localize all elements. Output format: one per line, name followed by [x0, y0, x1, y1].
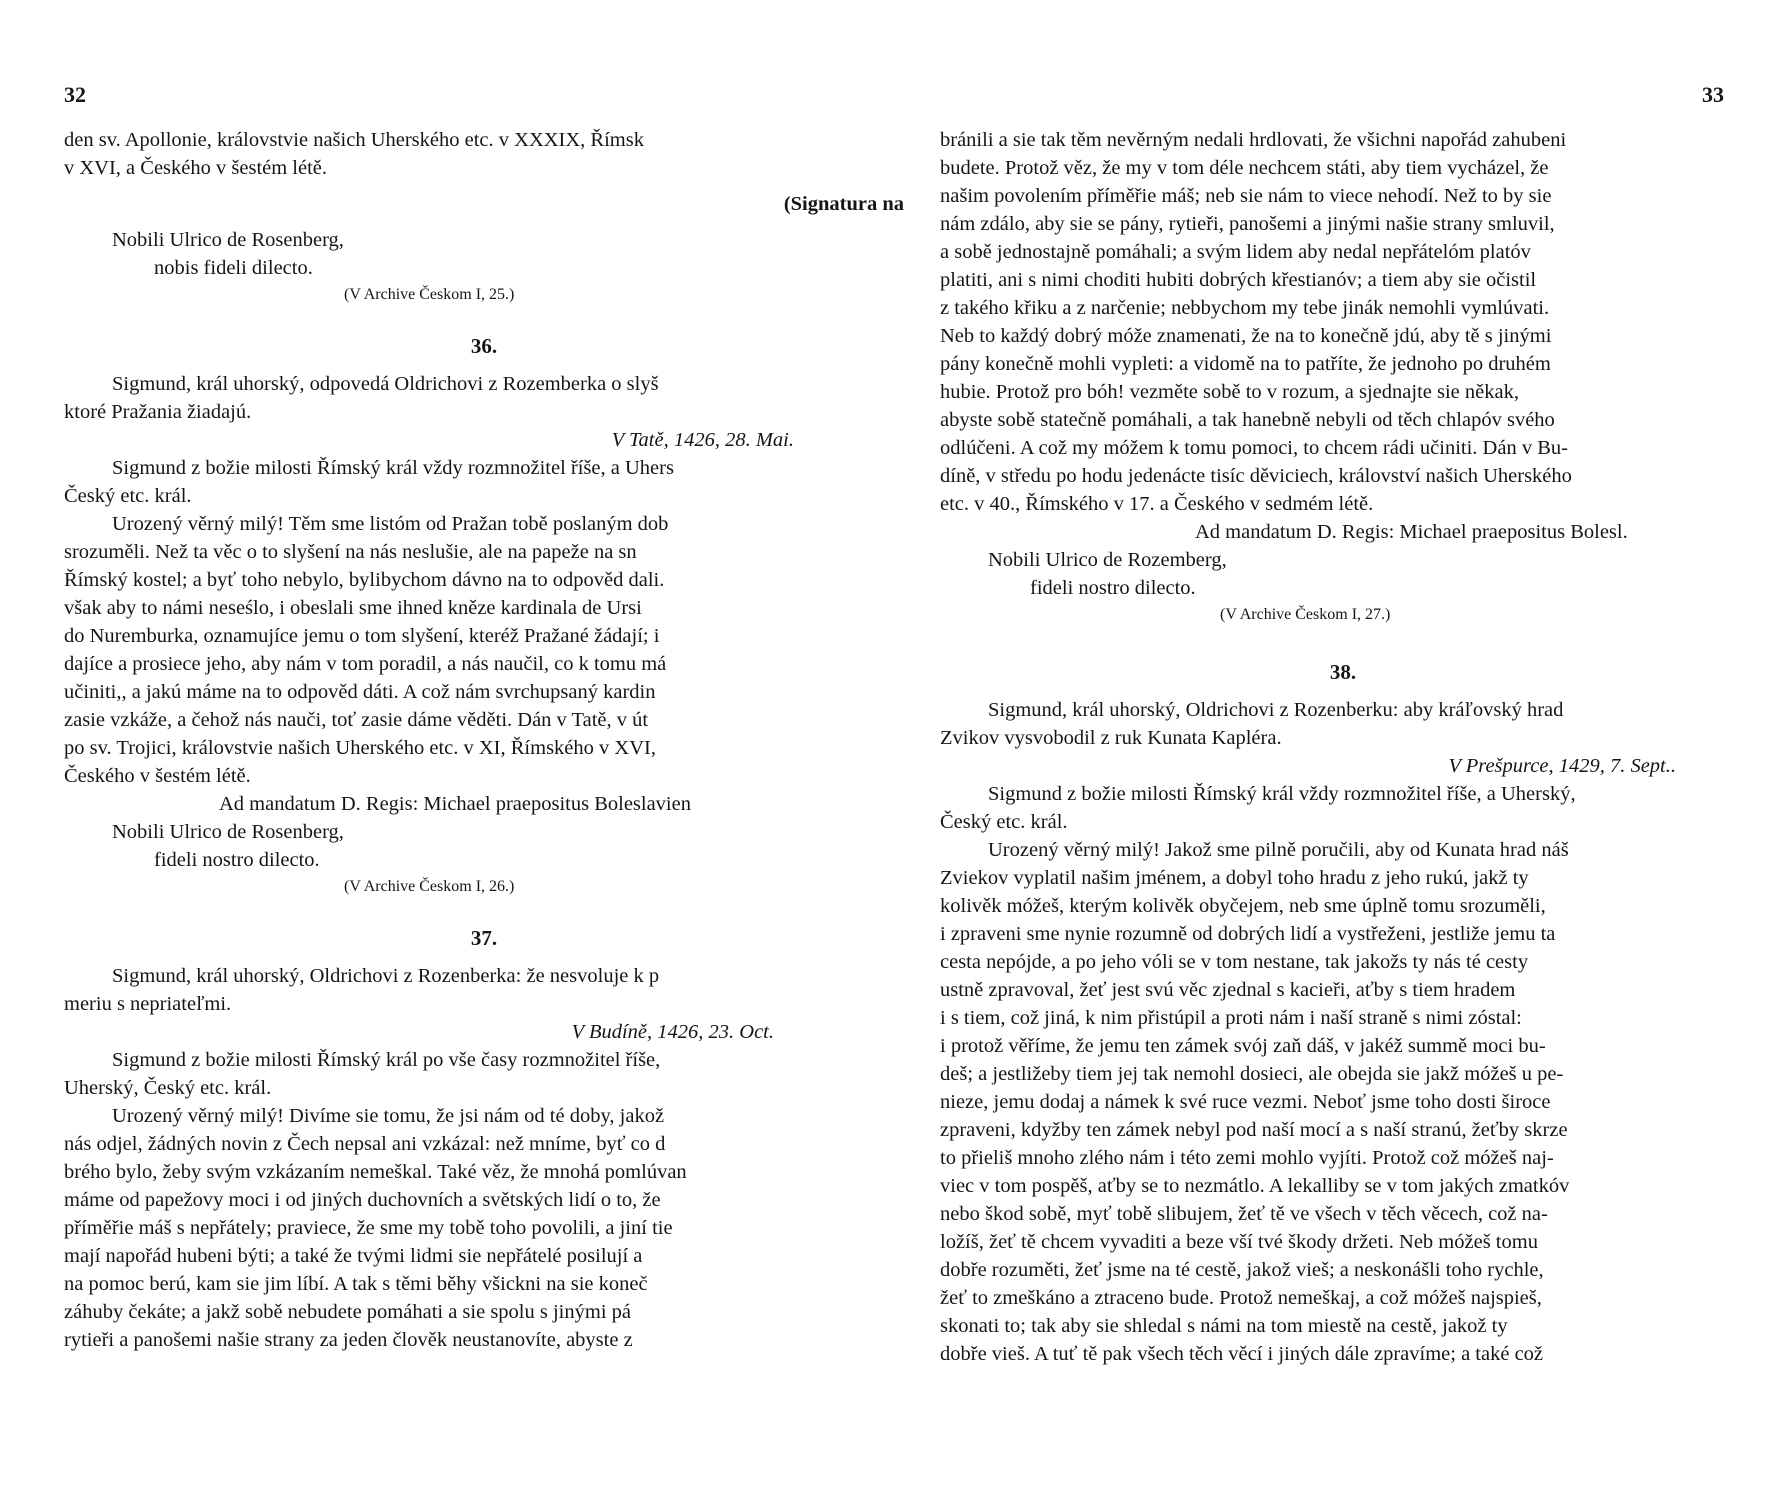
- body-line: Urozený věrný milý! Divíme sie tomu, že jsi nám od té doby, jakož: [112, 1105, 665, 1127]
- right-text-column: [940, 126, 1746, 1368]
- place-date: V Tatě, 1426, 28. Mai.: [611, 429, 794, 451]
- summary-line: Sigmund, král uhorský, Oldrichovi z Rozenberka: že nesvoluje k p: [112, 965, 660, 987]
- body-line: na pomoc berú, kam sie jim líbí. A tak s těmi běhy všickni na sie koneč: [64, 1273, 648, 1295]
- text-line: etc. v 40., Římského v 17. a Českého v sedmém létě.: [940, 493, 1374, 515]
- text-line: z takého křiku a z narčenie; nebbychom my tebe jinák nemohli vymlúvati.: [940, 297, 1550, 319]
- text-line: budete. Protož věz, že my v tom déle nechcem státi, aby tiem vycházel, že: [940, 157, 1549, 179]
- text-line: našim povolením příměřie máš; neb sie nám to viece nehodí. Než to by sie: [940, 185, 1552, 207]
- address-line: Nobili Ulrico de Rozemberg,: [988, 549, 1227, 571]
- address-line: Nobili Ulrico de Rosenberg,: [112, 821, 344, 843]
- body-line: skonati to; tak aby sie shledal s námi na tom miestě na cestě, jakož ty: [940, 1315, 1508, 1337]
- body-line: Sigmund z božie milosti Římský král po vše časy rozmnožitel říše,: [112, 1049, 661, 1071]
- body-line: deš; a jestližeby tiem jej tak nemohl dosieci, ale obejda sie jakž móžeš u pe-: [940, 1063, 1564, 1085]
- body-line: Sigmund z božie milosti Římský král vždy rozmnožitel říše, a Uhers: [112, 457, 674, 479]
- body-line: dobře rozuměti, žeť jsme na té cestě, jakož vieš; a neskonášli toho rychle,: [940, 1259, 1544, 1281]
- text-line: pány konečně mohli vypleti: a vidomě na to patříte, že jednoho po druhém: [940, 353, 1551, 375]
- text-line: a sobě jednostajně pomáhali; a svým lidem aby nedal nepřátelóm platóv: [940, 241, 1531, 263]
- address-line: fideli nostro dilecto.: [154, 849, 320, 871]
- text-line: den sv. Apollonie, královstvie našich Uherského etc. v XXXIX, Římsk: [64, 129, 644, 151]
- place-date: V Prešpurce, 1429, 7. Sept..: [1448, 755, 1676, 777]
- text-line: hubie. Protož pro bóh! vezměte sobě to v rozum, a sjednajte sie někak,: [940, 381, 1519, 403]
- mandate-line: Ad mandatum D. Regis: Michael praepositus Bolesl.: [1195, 521, 1628, 543]
- body-line: rytieři a panošemi našie strany za jeden člověk neustanovíte, abyste z: [64, 1329, 633, 1351]
- text-line: odlúčeni. A což my móžem k tomu pomoci, to chcem rádi učiniti. Dán v Bu-: [940, 437, 1568, 459]
- document-number: 36.: [470, 334, 498, 358]
- body-line: viec v tom pospěš, aťby se to nezmátlo. A lekalliby se v tom jakých zmatkóv: [940, 1175, 1570, 1197]
- body-line: Sigmund z božie milosti Římský král vždy rozmnožitel říše, a Uherský,: [988, 783, 1576, 805]
- body-line: i s tiem, což jiná, k nim přistúpil a proti nám i naší straně s nimi zóstal:: [940, 1007, 1522, 1029]
- text-line: v XVI, a Českého v šestém létě.: [64, 157, 328, 179]
- address-line: fideli nostro dilecto.: [1030, 577, 1196, 599]
- body-line: i protož věříme, že jemu ten zámek svój zaň dáš, v jakéž summě moci bu-: [940, 1035, 1546, 1057]
- summary-line: meriu s nepriateľmi.: [64, 993, 232, 1015]
- body-line: mají napořád hubeni býti; a také že tvými lidmi sie nepřátelé posilují a: [64, 1245, 643, 1267]
- body-line: nieze, jemu dodaj a námek k své ruce vezmi. Neboť jsme toho dosti široce: [940, 1091, 1551, 1113]
- place-date: V Budíně, 1426, 23. Oct.: [571, 1021, 774, 1043]
- body-line: nás odjel, žádných novin z Čech nepsal ani vzkázal: než mníme, byť co d: [64, 1133, 666, 1155]
- address-line: nobis fideli dilecto.: [154, 257, 313, 279]
- body-line: příměřie máš s nepřátely; praviece, že sme my tobě toho povolili, a jiní tie: [64, 1217, 673, 1239]
- body-line: nebo škod sobě, myť tobě slibujem, žeť tě ve všech v těch věcech, což na-: [940, 1203, 1548, 1225]
- body-line: Římský kostel; a byť toho nebylo, bylibychom dávno na to odpověd dali.: [64, 569, 665, 591]
- summary-line: Zvikov vysvobodil z ruk Kunata Kapléra.: [940, 727, 1282, 749]
- body-line: máme od papežovy moci i od jiných duchovních a světských lidí o to, že: [64, 1189, 661, 1211]
- page-number: 33: [1702, 82, 1724, 107]
- summary-line: ktoré Pražania žiadajú.: [64, 401, 252, 423]
- body-line: ložíš, žeť tě chcem vyvaditi a beze vší tvé škody držeti. Neb móžeš tomu: [940, 1231, 1538, 1253]
- body-line: dajíce a prosiece jeho, aby nám v tom poradil, a nás naučil, co k tomu má: [64, 653, 667, 675]
- archive-source: (V Archive Českom I, 27.): [1220, 606, 1391, 623]
- body-line: Český etc. král.: [940, 811, 1068, 833]
- right-page: [930, 0, 1748, 1500]
- page-number: 32: [64, 82, 86, 107]
- document-number: 38.: [1329, 660, 1357, 684]
- body-line: Zviekov vyplatil našim jménem, a dobyl toho hradu z jeho rukú, jakž ty: [940, 867, 1529, 889]
- body-line: po sv. Trojici, královstvie našich Uherského etc. v XI, Římského v XVI,: [64, 737, 656, 759]
- signature-note: (Signatura na: [783, 193, 904, 215]
- body-line: Uherský, Český etc. král.: [64, 1077, 272, 1099]
- body-line: to přieliš mnoho zlého nám i této zemi mohlo vyjíti. Protož což móžeš naj-: [940, 1147, 1554, 1169]
- archive-source: (V Archive Českom I, 26.): [344, 878, 515, 895]
- body-line: však aby to námi neseślo, i obeslali sme ihned kněze kardinala de Ursi: [64, 597, 642, 619]
- left-text-column: [64, 126, 904, 1354]
- summary-line: Sigmund, král uhorský, odpovedá Oldrichovi z Rozemberka o slyš: [112, 373, 659, 395]
- body-line: brého bylo, žeby svým vzkázaním nemeškal. Také věz, že mnohá pomlúvan: [64, 1161, 687, 1183]
- document-number: 37.: [470, 926, 498, 950]
- body-line: srozuměli. Než ta věc o to slyšení na nás neslušie, ale na papeže na sn: [64, 541, 637, 563]
- body-line: i zpraveni sme nynie rozumně od dobrých lidí a vystřeženi, jestliže jemu ta: [940, 923, 1556, 945]
- body-line: kolivěk móžeš, kterým kolivěk obyčejem, neb sme úplně tomu srozuměli,: [940, 895, 1546, 917]
- summary-line: Sigmund, král uhorský, Oldrichovi z Rozenberku: aby kráľovský hrad: [988, 699, 1564, 721]
- body-line: Českého v šestém létě.: [64, 765, 251, 787]
- text-line: platiti, ani s nimi choditi hubiti dobrých křestianóv; a tiem aby sie očistil: [940, 269, 1537, 291]
- body-line: Urozený věrný milý! Těm sme listóm od Pražan tobě poslaným dob: [112, 513, 669, 535]
- text-line: Neb to každý dobrý móže znamenati, že na to konečně jdú, aby tě s jinými: [940, 325, 1552, 347]
- mandate-line: Ad mandatum D. Regis: Michael praepositus Boleslavien: [219, 793, 691, 815]
- body-line: ustně zpravoval, žeť jest svú věc zjednal s kacieři, aťby s tiem hradem: [940, 979, 1516, 1001]
- body-line: žeť to zmeškáno a ztraceno bude. Protož nemeškaj, a což móžeš najspieš,: [940, 1287, 1542, 1309]
- text-line: nám zdálo, aby sie se pány, rytieři, panošemi a jinými našie strany smluvil,: [940, 213, 1555, 235]
- body-line: záhuby čekáte; a jakž sobě nebudete pomáhati a sie spolu s jinými pá: [64, 1301, 631, 1323]
- body-line: Český etc. král.: [64, 485, 192, 507]
- text-line: abyste sobě statečně pomáhali, a tak hanebně nebyli od těch chlapóv svého: [940, 409, 1555, 431]
- body-line: zpraveni, kdyžby ten zámek nebyl pod naší mocí a s naší stranú, žeťby skrze: [940, 1119, 1568, 1141]
- text-line: díně, v středu po hodu jedenácte tisíc děviciech, království našich Uherského: [940, 465, 1572, 487]
- body-line: do Nuremburka, oznamujíce jemu o tom slyšení, kteréž Pražané žádají; i: [64, 625, 660, 647]
- address-line: Nobili Ulrico de Rosenberg,: [112, 229, 344, 251]
- archive-source: (V Archive Českom I, 25.): [344, 286, 515, 303]
- body-line: zasie vzkáže, a čehož nás nauči, toť zasie dáme věděti. Dán v Tatě, v út: [64, 709, 649, 731]
- body-line: cesta nepójde, a po jeho vóli se v tom nestane, tak jakožs ty nás té cesty: [940, 951, 1529, 973]
- body-line: dobře vieš. A tuť tě pak všech těch věcí i jiných dále zpravíme; a také což: [940, 1343, 1544, 1365]
- text-line: bránili a sie tak těm nevěrným nedali hrdlovati, že všichni napořád zahubeni: [940, 129, 1567, 151]
- body-line: učiniti,, a jakú máme na to odpověd dáti. A což nám svrchupsaný kardin: [64, 681, 656, 703]
- body-line: Urozený věrný milý! Jakož sme pilně poručili, aby od Kunata hrad náš: [988, 839, 1569, 861]
